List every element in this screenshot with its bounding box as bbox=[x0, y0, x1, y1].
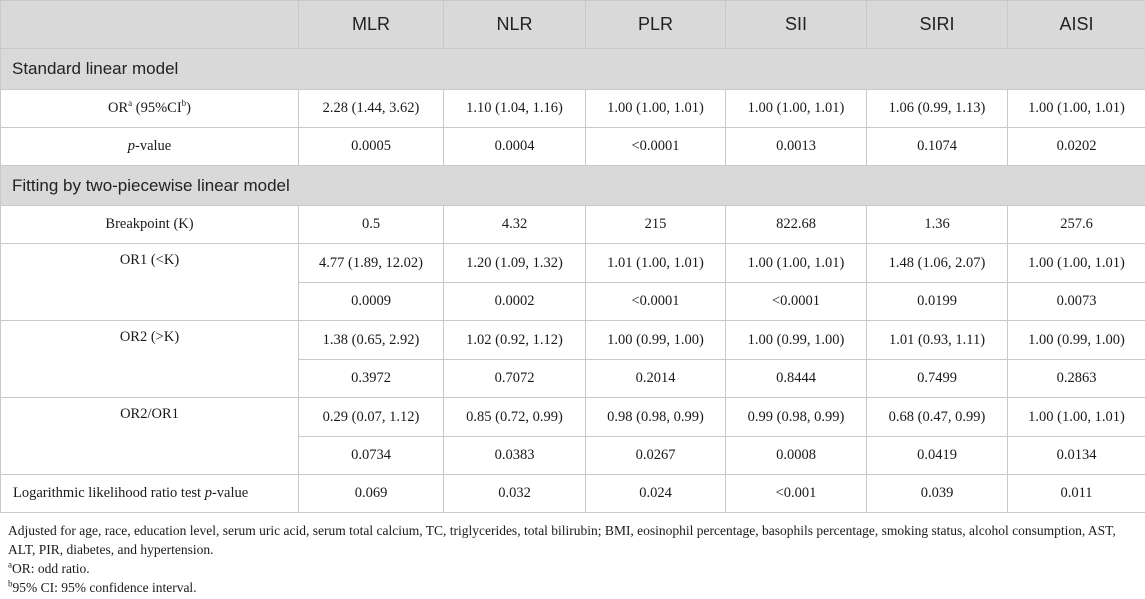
table-cell: 0.039 bbox=[867, 475, 1008, 513]
table-cell: 0.0383 bbox=[444, 437, 586, 475]
table-row bbox=[1, 206, 1145, 244]
table-cell: 1.38 (0.65, 2.92) bbox=[299, 321, 444, 360]
table-cell: 4.77 (1.89, 12.02) bbox=[299, 244, 444, 283]
section-title: Fitting by two-piecewise linear model bbox=[1, 166, 1145, 206]
table-cell: 1.02 (0.92, 1.12) bbox=[444, 321, 586, 360]
table-cell: 0.0004 bbox=[444, 128, 586, 166]
table-cell: 0.0008 bbox=[726, 437, 867, 475]
table-cell: 0.0134 bbox=[1008, 437, 1145, 475]
header-row bbox=[1, 1, 1145, 49]
table-cell: 0.68 (0.47, 0.99) bbox=[867, 398, 1008, 437]
table-notes bbox=[8, 521, 1138, 597]
table-row bbox=[1, 398, 1145, 437]
table-cell: 4.32 bbox=[444, 206, 586, 244]
table-cell: 215 bbox=[586, 206, 726, 244]
column-header: NLR bbox=[444, 1, 586, 49]
table-cell: <0.0001 bbox=[586, 128, 726, 166]
table-cell: 0.0202 bbox=[1008, 128, 1145, 166]
row-label-p-value: p-value bbox=[1, 128, 299, 166]
table-cell: 1.20 (1.09, 1.32) bbox=[444, 244, 586, 283]
table-cell: 1.36 bbox=[867, 206, 1008, 244]
column-header: MLR bbox=[299, 1, 444, 49]
header-empty-cell bbox=[1, 1, 299, 49]
table-cell: 0.1074 bbox=[867, 128, 1008, 166]
table-cell: 0.85 (0.72, 0.99) bbox=[444, 398, 586, 437]
table-cell: 0.8444 bbox=[726, 360, 867, 398]
table-cell: 1.06 (0.99, 1.13) bbox=[867, 90, 1008, 128]
table-cell: 1.00 (1.00, 1.01) bbox=[1008, 90, 1145, 128]
table-cell: 0.29 (0.07, 1.12) bbox=[299, 398, 444, 437]
section-row bbox=[1, 49, 1145, 90]
table-cell: 0.0013 bbox=[726, 128, 867, 166]
table-cell: 822.68 bbox=[726, 206, 867, 244]
table-cell: 1.01 (0.93, 1.11) bbox=[867, 321, 1008, 360]
table-cell: 0.2863 bbox=[1008, 360, 1145, 398]
table-cell: 1.00 (0.99, 1.00) bbox=[726, 321, 867, 360]
table-cell: 0.0005 bbox=[299, 128, 444, 166]
table-row bbox=[1, 128, 1145, 166]
table-cell: <0.0001 bbox=[726, 283, 867, 321]
row-label-or1: OR1 (<K) bbox=[1, 244, 299, 321]
table-cell: 0.069 bbox=[299, 475, 444, 513]
table-cell: 0.2014 bbox=[586, 360, 726, 398]
adjusted-note: Adjusted for age, race, education level, serum uric acid, serum total calcium, TC, triglycerides, total bilirubin; BMI, eosinophil percentage, basophils percentage, smoking status, alcohol consumption, AST, ALT, PIR, diabetes, and hypertension. bbox=[8, 523, 1116, 557]
row-label-or: $OR^a$ $(95\%CI^b)$ bbox=[1, 90, 299, 128]
table-cell: 0.99 (0.98, 0.99) bbox=[726, 398, 867, 437]
table-cell: 2.28 (1.44, 3.62) bbox=[299, 90, 444, 128]
table-cell: 1.00 (0.99, 1.00) bbox=[586, 321, 726, 360]
table-cell: 0.0009 bbox=[299, 283, 444, 321]
table-cell: 0.7499 bbox=[867, 360, 1008, 398]
table-cell: 1.00 (0.99, 1.00) bbox=[1008, 321, 1145, 360]
table-cell: 0.0734 bbox=[299, 437, 444, 475]
footnote-b: $^b$95% CI: 95% confidence interval. bbox=[8, 578, 197, 595]
table-cell: 0.0267 bbox=[586, 437, 726, 475]
table-cell: 0.7072 bbox=[444, 360, 586, 398]
table-cell: 0.5 bbox=[299, 206, 444, 244]
table-cell: 0.0199 bbox=[867, 283, 1008, 321]
table-cell: 1.00 (1.00, 1.01) bbox=[726, 244, 867, 283]
table-row bbox=[1, 475, 1145, 513]
table-cell: <0.001 bbox=[726, 475, 867, 513]
table-cell: 0.0073 bbox=[1008, 283, 1145, 321]
footnote-a: $^a$OR: odd ratio. bbox=[8, 559, 90, 576]
table-cell: 1.00 (1.00, 1.01) bbox=[1008, 398, 1145, 437]
table-cell: 0.0419 bbox=[867, 437, 1008, 475]
table-cell: 0.3972 bbox=[299, 360, 444, 398]
column-header: SII bbox=[726, 1, 867, 49]
table-cell: 1.00 (1.00, 1.01) bbox=[586, 90, 726, 128]
column-header: SIRI bbox=[867, 1, 1008, 49]
table-cell: 1.00 (1.00, 1.01) bbox=[726, 90, 867, 128]
table-cell: 0.0002 bbox=[444, 283, 586, 321]
table-cell: 1.01 (1.00, 1.01) bbox=[586, 244, 726, 283]
table-cell: 0.98 (0.98, 0.99) bbox=[586, 398, 726, 437]
table-cell: 0.024 bbox=[586, 475, 726, 513]
table-cell: 1.00 (1.00, 1.01) bbox=[1008, 244, 1145, 283]
table-cell: 0.032 bbox=[444, 475, 586, 513]
table-cell: <0.0001 bbox=[586, 283, 726, 321]
table-row bbox=[1, 321, 1145, 360]
table-row bbox=[1, 244, 1145, 283]
section-title: Standard linear model bbox=[1, 49, 1145, 90]
row-label-llr: Logarithmic likelihood ratio test p-value bbox=[1, 475, 299, 513]
row-label-or2: OR2 (>K) bbox=[1, 321, 299, 398]
column-header: PLR bbox=[586, 1, 726, 49]
table-cell: 1.10 (1.04, 1.16) bbox=[444, 90, 586, 128]
table-cell: 1.48 (1.06, 2.07) bbox=[867, 244, 1008, 283]
section-row bbox=[1, 166, 1145, 206]
row-label-ratio: OR2/OR1 bbox=[1, 398, 299, 475]
table-cell: 0.011 bbox=[1008, 475, 1145, 513]
column-header: AISI bbox=[1008, 1, 1145, 49]
table-cell: 257.6 bbox=[1008, 206, 1145, 244]
row-label-breakpoint: Breakpoint (K) bbox=[1, 206, 299, 244]
table-row bbox=[1, 90, 1145, 128]
